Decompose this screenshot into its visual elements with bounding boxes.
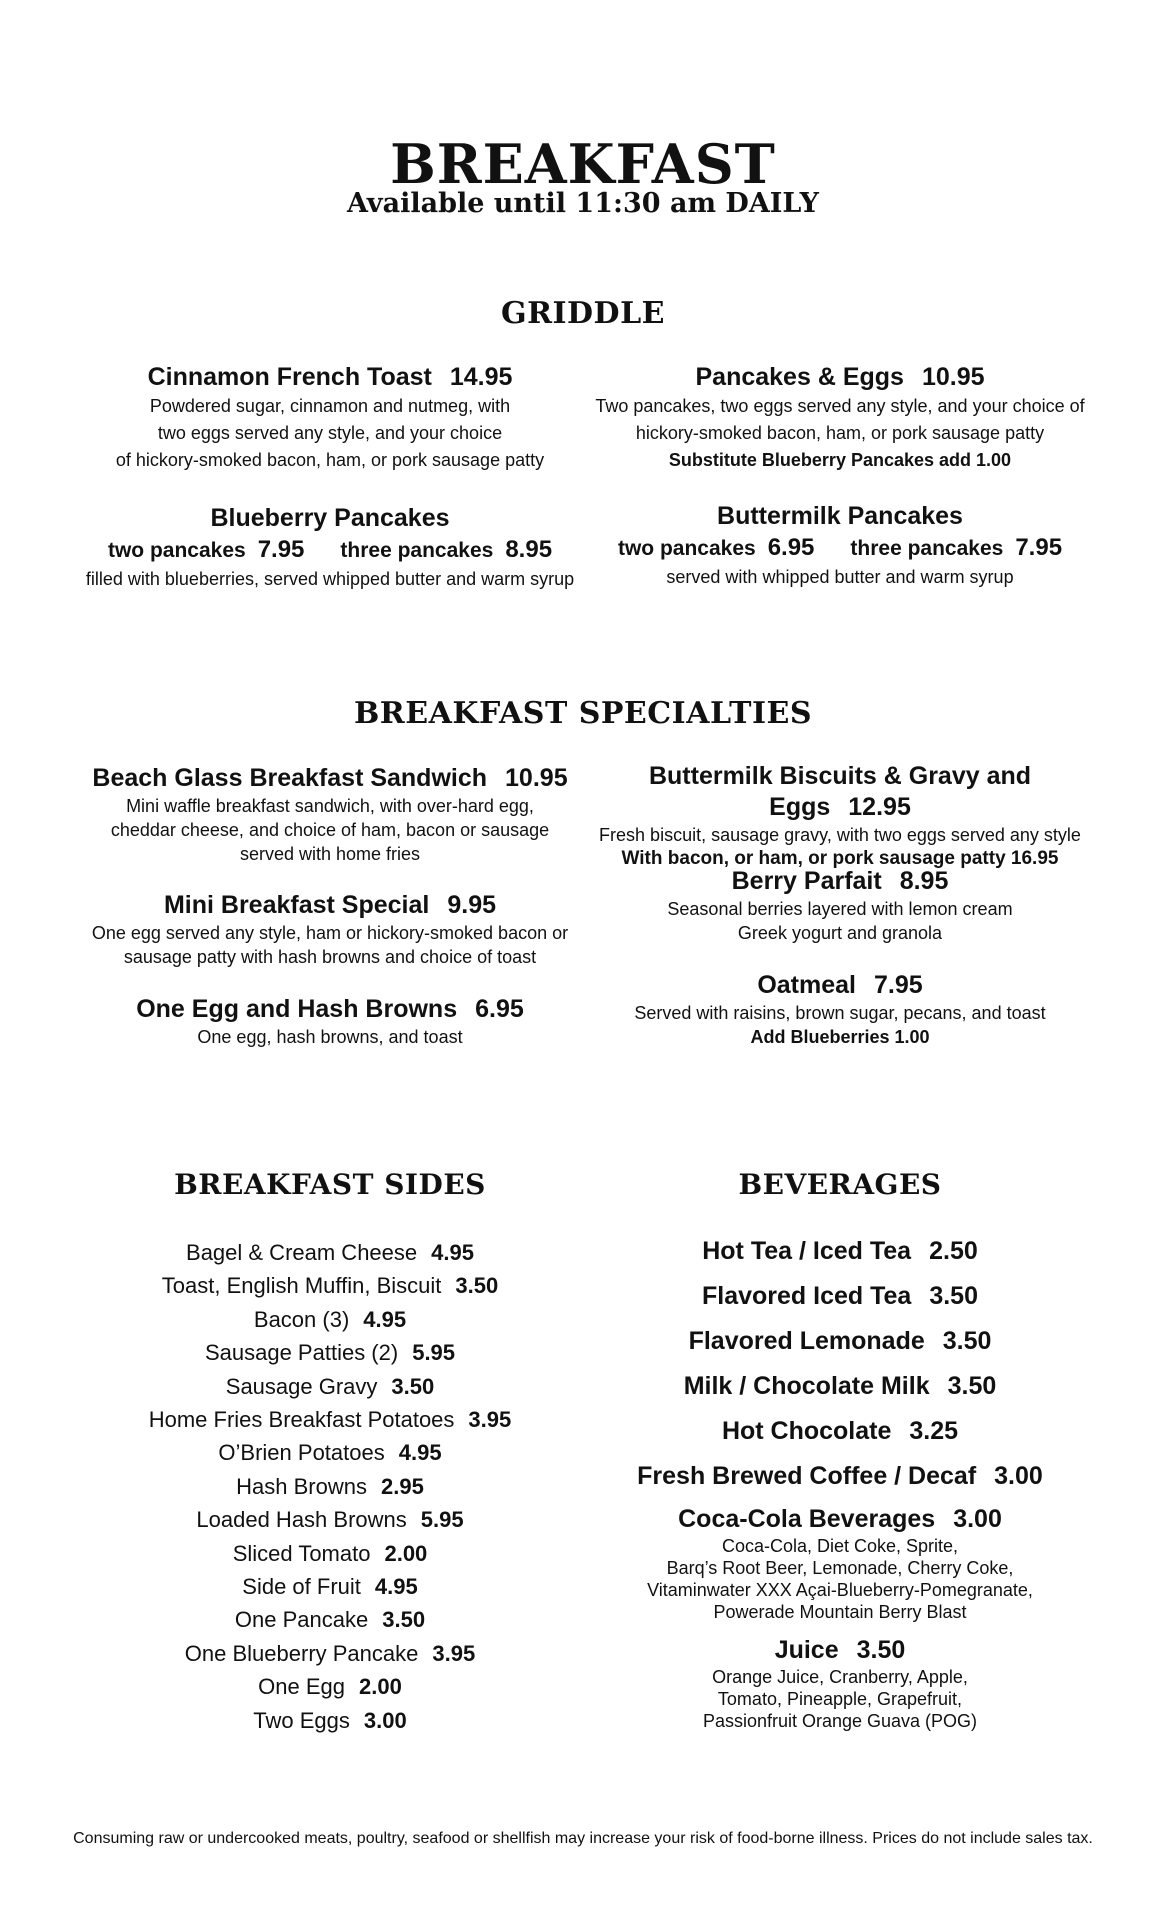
item-price: 14.95 xyxy=(449,363,513,391)
three-pancakes-price: 7.95 xyxy=(1015,534,1063,561)
item-name: Berry Parfait xyxy=(731,867,882,895)
three-pancakes-label: three pancakes xyxy=(340,539,494,562)
coca-cola-item: Coca-Cola Beverages 3.00 xyxy=(678,1505,1002,1533)
berry-parfait-item xyxy=(590,866,1090,945)
blueberry-pancakes-item xyxy=(80,503,580,593)
two-pancakes-price: 6.95 xyxy=(767,534,815,561)
menu-title: BREAKFAST xyxy=(390,132,776,196)
item-name: Mini Breakfast Special xyxy=(163,891,430,919)
two-pancakes-label: two pancakes xyxy=(107,539,246,562)
item-price: 8.95 xyxy=(899,867,949,895)
item-name: Blueberry Pancakes xyxy=(210,504,450,532)
list-item: One Pancake 3.50 xyxy=(234,1607,426,1633)
list-item: Sausage Gravy 3.50 xyxy=(225,1373,435,1399)
item-desc: of hickory-smoked bacon, ham, or pork sausage patty xyxy=(115,450,545,470)
menu-subtitle: Available until 11:30 am DAILY xyxy=(347,188,819,219)
list-item: Two Eggs 3.00 xyxy=(253,1707,407,1733)
list-item: Flavored Lemonade 3.50 xyxy=(688,1327,992,1355)
biscuits-gravy-item xyxy=(590,761,1090,871)
item-desc: Orange Juice, Cranberry, Apple, xyxy=(712,1667,968,1687)
item-desc: cheddar cheese, and choice of ham, bacon or sausage xyxy=(110,820,550,840)
footer-disclaimer: Consuming raw or undercooked meats, poultry, seafood or shellfish may increase your risk of food-borne illness. Prices do not include sales tax. xyxy=(73,1830,1093,1847)
item-desc: Powerade Mountain Berry Blast xyxy=(713,1602,967,1622)
list-item: One Blueberry Pancake 3.95 xyxy=(184,1640,476,1666)
item-desc: Fresh biscuit, sausage gravy, with two eggs served any style xyxy=(599,825,1081,845)
item-desc: sausage patty with hash browns and choice of toast xyxy=(123,947,537,967)
item-desc: Vitaminwater XXX Açai-Blueberry-Pomegranate, xyxy=(647,1580,1033,1600)
two-pancakes-label: two pancakes xyxy=(617,537,756,560)
item-desc: Coca-Cola, Diet Coke, Sprite, xyxy=(721,1536,959,1556)
item-name: Beach Glass Breakfast Sandwich xyxy=(92,764,488,792)
item-name: Pancakes & Eggs xyxy=(695,363,904,391)
item-desc: Passionfruit Orange Guava (POG) xyxy=(702,1711,978,1731)
two-pancakes-price: 7.95 xyxy=(257,536,305,563)
item-desc: Two pancakes, two eggs served any style, and your choice of xyxy=(595,396,1085,416)
list-item: One Egg 2.00 xyxy=(258,1674,402,1700)
griddle-heading: GRIDDLE xyxy=(500,296,666,331)
item-desc: Powdered sugar, cinnamon and nutmeg, with xyxy=(149,396,511,416)
item-name: Buttermilk Biscuits & Gravy and Eggs xyxy=(648,762,1032,821)
list-item: Hash Browns 2.95 xyxy=(236,1473,424,1499)
item-price: 12.95 xyxy=(848,793,911,821)
item-desc: Tomato, Pineapple, Grapefruit, xyxy=(717,1689,963,1709)
list-item: Home Fries Breakfast Potatoes 3.95 xyxy=(148,1407,512,1433)
specialties-heading: BREAKFAST SPECIALTIES xyxy=(353,696,813,731)
item-price: 7.95 xyxy=(874,971,923,999)
item-desc: One egg served any style, ham or hickory-smoked bacon or xyxy=(91,923,569,943)
item-desc: hickory-smoked bacon, ham, or pork sausage patty xyxy=(635,423,1045,443)
item-note: Substitute Blueberry Pancakes add 1.00 xyxy=(668,450,1012,470)
juice-item: Juice 3.50 xyxy=(774,1636,906,1664)
beverages-list xyxy=(590,1236,1090,1732)
item-desc: filled with blueberries, served whipped butter and warm syrup xyxy=(85,569,575,589)
list-item: Bagel & Cream Cheese 4.95 xyxy=(186,1240,474,1265)
list-item: Toast, English Muffin, Biscuit 3.50 xyxy=(161,1273,499,1299)
sides-list xyxy=(80,1236,580,1737)
pancakes-eggs-item xyxy=(590,362,1090,474)
item-desc: Seasonal berries layered with lemon cream xyxy=(667,899,1013,919)
list-item: Fresh Brewed Coffee / Decaf 3.00 xyxy=(637,1462,1043,1490)
list-item: Loaded Hash Browns 5.95 xyxy=(196,1507,464,1533)
item-price: 10.95 xyxy=(921,363,985,391)
three-pancakes-label: three pancakes xyxy=(850,537,1004,560)
list-item: O’Brien Potatoes 4.95 xyxy=(218,1440,442,1466)
item-desc: served with whipped butter and warm syrup xyxy=(666,567,1014,587)
item-desc: two eggs served any style, and your choice xyxy=(157,423,503,443)
buttermilk-pancakes-item xyxy=(590,501,1090,591)
item-desc: served with home fries xyxy=(239,844,421,864)
item-note: With bacon, or ham, or pork sausage patty 16.95 xyxy=(621,848,1059,869)
item-desc: Served with raisins, brown sugar, pecans, and toast xyxy=(634,1003,1046,1023)
list-item: Bacon (3) 4.95 xyxy=(253,1306,407,1332)
beverages-heading: BEVERAGES xyxy=(738,1168,942,1201)
cinnamon-french-toast-item xyxy=(80,362,580,474)
item-name: One Egg and Hash Browns xyxy=(136,995,458,1023)
mini-breakfast-special-item xyxy=(80,890,580,969)
list-item: Hot Tea / Iced Tea 2.50 xyxy=(702,1237,978,1265)
item-price: 9.95 xyxy=(447,891,497,919)
item-price: 10.95 xyxy=(505,764,568,792)
item-desc: Greek yogurt and granola xyxy=(737,923,943,943)
list-item: Sausage Patties (2) 5.95 xyxy=(204,1340,456,1366)
list-item: Sliced Tomato 2.00 xyxy=(232,1540,428,1566)
item-name: Oatmeal xyxy=(757,971,856,999)
list-item: Flavored Iced Tea 3.50 xyxy=(701,1282,978,1310)
item-name: Buttermilk Pancakes xyxy=(717,502,963,530)
item-price: 6.95 xyxy=(475,995,524,1023)
sides-heading: BREAKFAST SIDES xyxy=(174,1168,486,1201)
beach-glass-sandwich-item xyxy=(80,763,580,866)
item-note: Add Blueberries 1.00 xyxy=(750,1027,930,1047)
list-item: Milk / Chocolate Milk 3.50 xyxy=(683,1372,997,1400)
item-desc: Barq’s Root Beer, Lemonade, Cherry Coke, xyxy=(666,1558,1014,1578)
one-egg-hash-browns-item xyxy=(80,994,580,1049)
oatmeal-item xyxy=(590,970,1090,1049)
item-desc: Mini waffle breakfast sandwich, with over-hard egg, xyxy=(126,796,534,816)
list-item: Side of Fruit 4.95 xyxy=(242,1574,418,1600)
item-desc: One egg, hash browns, and toast xyxy=(197,1027,463,1047)
list-item: Hot Chocolate 3.25 xyxy=(721,1417,959,1445)
item-name: Cinnamon French Toast xyxy=(147,363,432,391)
three-pancakes-price: 8.95 xyxy=(505,536,553,563)
